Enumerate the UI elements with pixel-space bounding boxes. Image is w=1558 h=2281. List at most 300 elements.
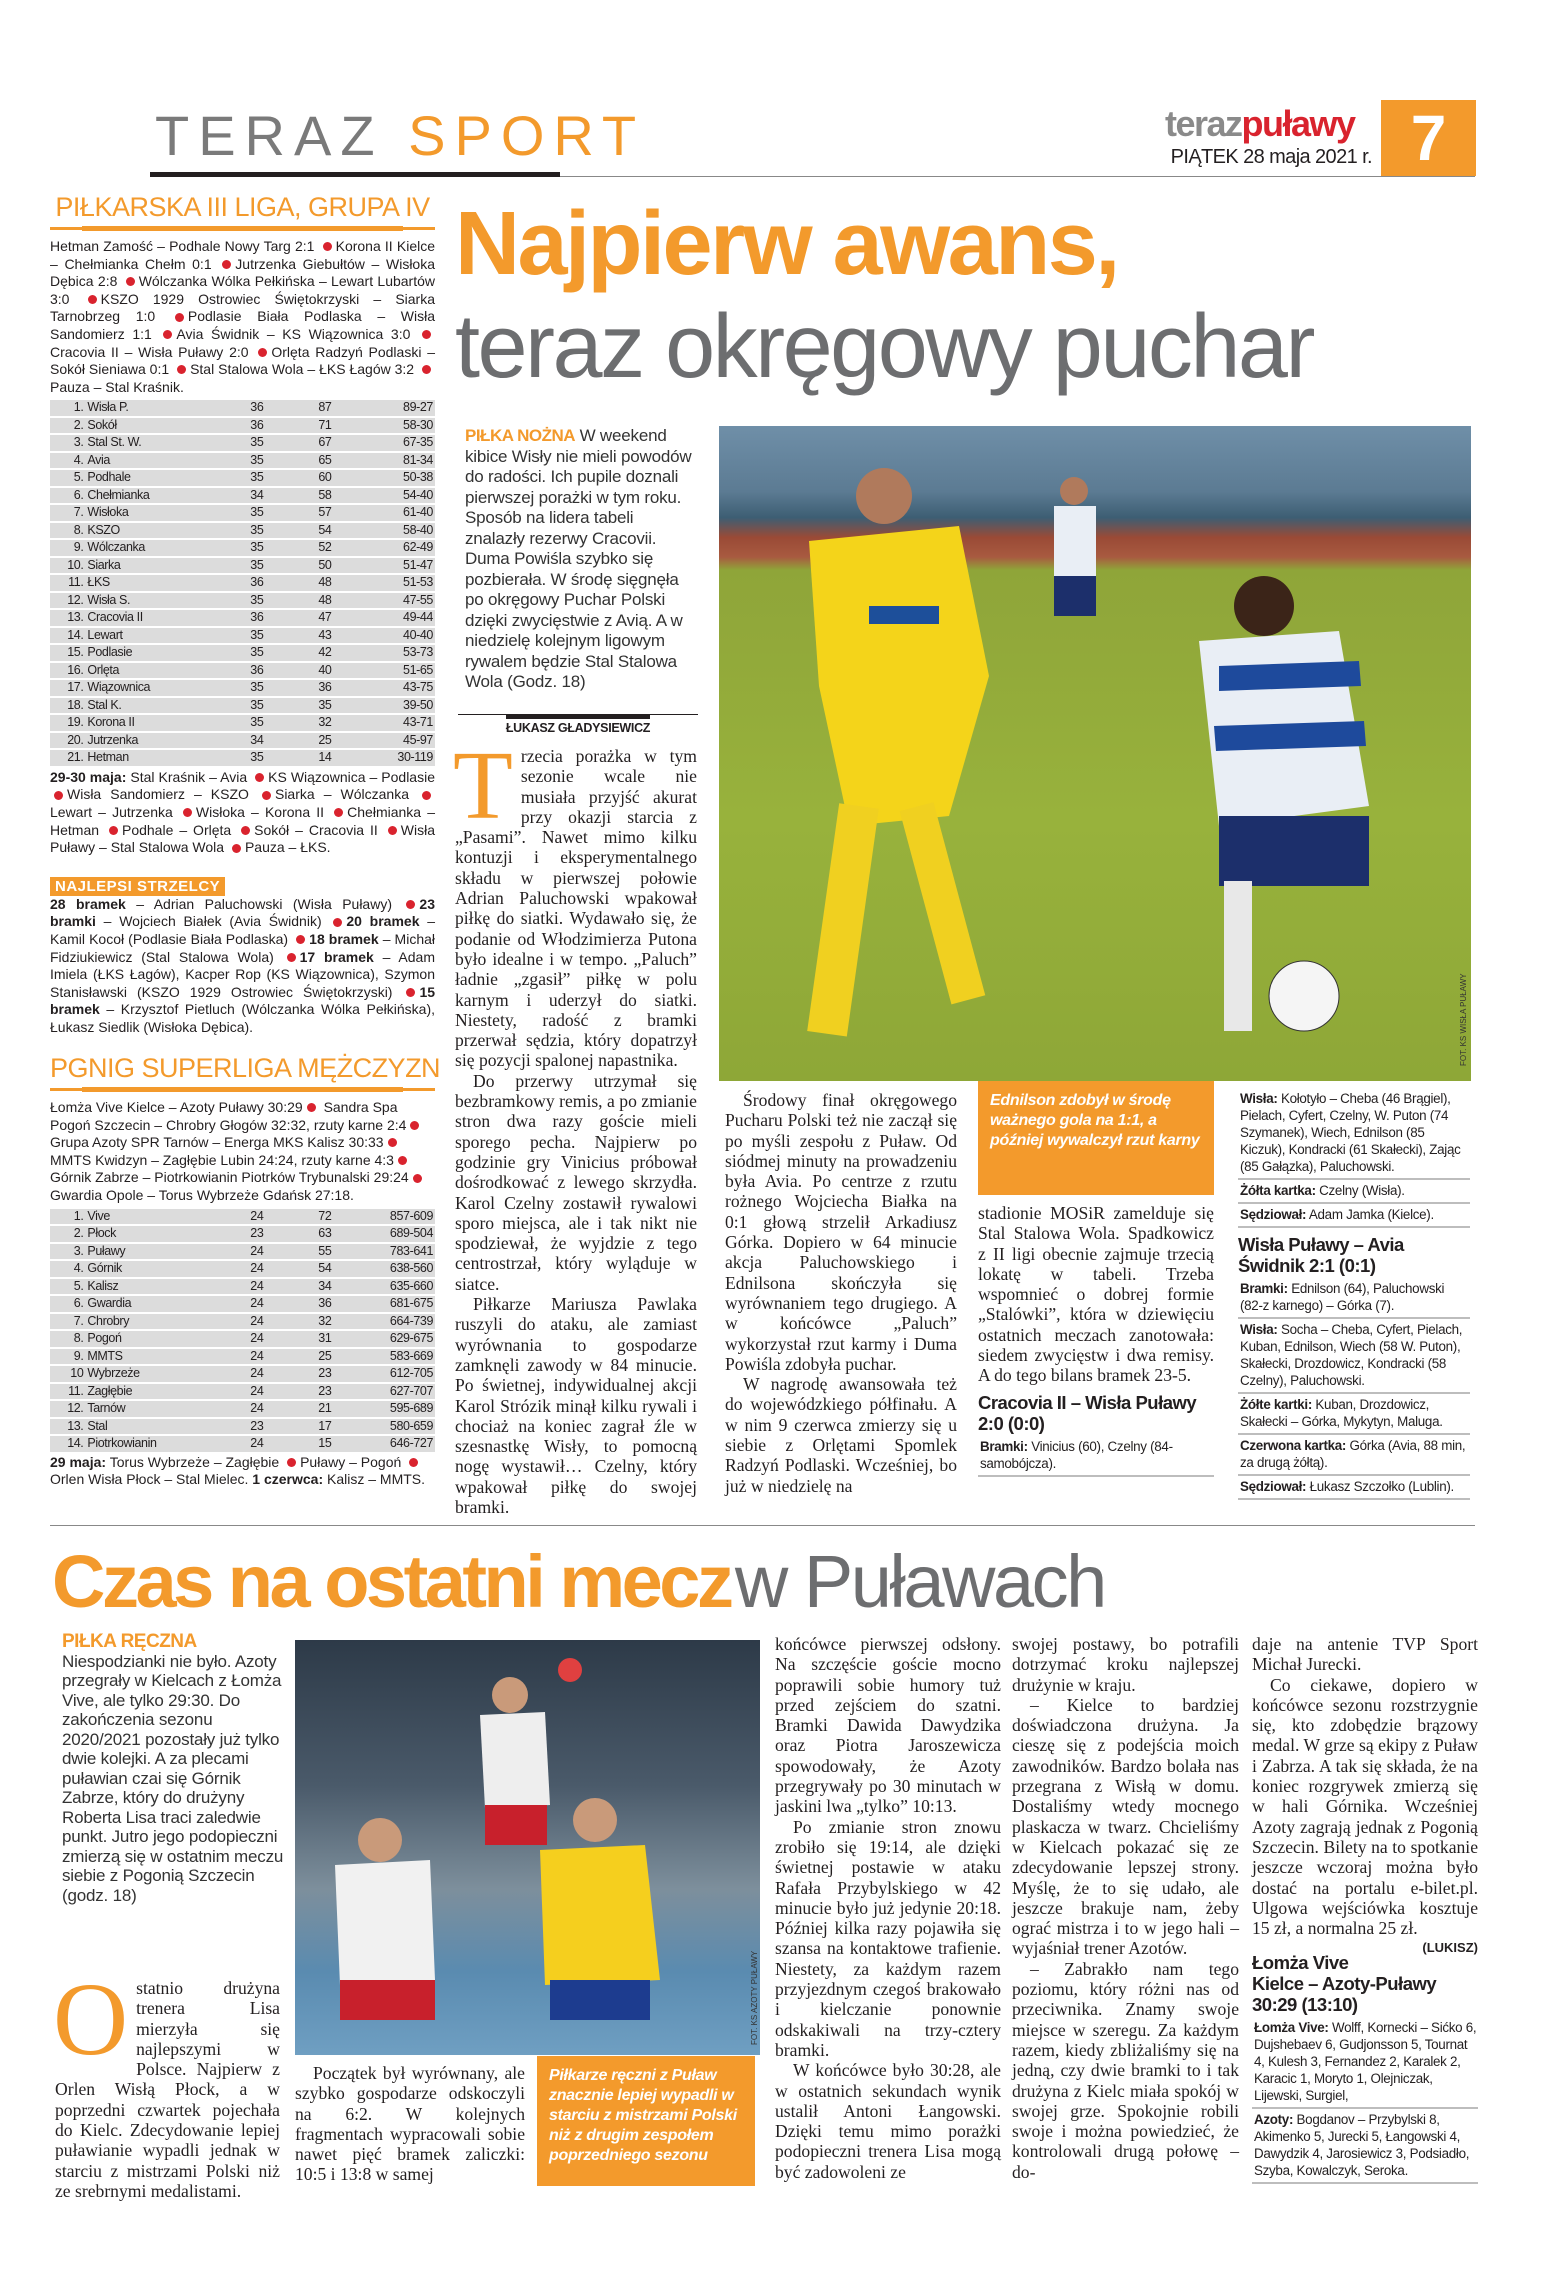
bullet-dot	[388, 826, 397, 835]
rank-cell: 7.	[50, 1314, 85, 1330]
scorer-names: – Adam Imiela (ŁKS Łagów), Kacper Rop (KS Wiązownica), Szymon Stanisławski (KSZO 1929 Ostrowiec Świętokrzyski)	[50, 948, 436, 1000]
stats-row	[1252, 2017, 1478, 2109]
rank-cell: 21.	[50, 750, 85, 766]
table-row	[50, 418, 435, 434]
stats-label: Bramki:	[980, 1438, 1028, 1454]
article2-para-5: W końcówce było 30:28, ale w ostatnich sekundach wynik ustalił Antoni Łangowski. Dzięki temu mimo porażki podopieczni trenera Lisa mogą być zadowoleni ze	[775, 2060, 1001, 2182]
scorers-title: NAJLEPSI STRZELCY	[50, 877, 225, 896]
bullet-dot	[333, 918, 342, 927]
team-cell: Pogoń	[85, 1331, 222, 1347]
bullet-dot	[388, 1138, 397, 1147]
played-cell: 24	[223, 1401, 291, 1417]
article2-lead	[62, 1632, 284, 1905]
stats-text: Vinicius (60), Czelny (84-samobójcza).	[980, 1438, 1173, 1471]
rank-cell: 4.	[50, 1261, 85, 1277]
points-cell: 58	[291, 488, 359, 504]
superliga-table	[50, 1207, 435, 1454]
bullet-dot	[287, 1458, 296, 1467]
goals-cell: 583-669	[359, 1349, 435, 1365]
rank-cell: 16.	[50, 663, 85, 679]
team-cell: Chełmianka	[85, 488, 222, 504]
round-date: 29 maja:	[50, 1453, 107, 1470]
match-report-cracovia	[978, 1392, 1214, 1477]
rank-cell: 9.	[50, 1349, 85, 1365]
photo-credit: FOT. KS AZOTY PUŁAWY	[750, 1950, 759, 2045]
stats-row	[1252, 2109, 1478, 2184]
team-cell: Puławy	[85, 1244, 222, 1260]
points-cell: 50	[291, 558, 359, 574]
table-row	[50, 575, 435, 591]
article1-headline-main: Najpierw awans,	[455, 194, 1118, 294]
stats-text: Kołotyło – Cheba (46 Brągiel), Pielach, Cyfert, Czelny, W. Puton (74 Szymanek), Wiech, Ednilson (85 Kiczuk), Kondracki (61 Skałecki), Zając (85 Gałązka), Paluchowski.	[1240, 1091, 1461, 1174]
rank-cell: 13.	[50, 1419, 85, 1435]
table-row	[50, 400, 435, 416]
list-item: Podhale – Orlęta	[121, 821, 232, 838]
round-date: 1 czerwca:	[252, 1471, 324, 1488]
list-item: Wólczanka Wólka Pełkińska – Lewart Lubartów 3:0	[50, 273, 435, 307]
list-item: Chełmianka – Hetman	[50, 804, 435, 838]
played-cell: 34	[223, 733, 291, 749]
played-cell: 35	[223, 470, 291, 486]
played-cell: 35	[223, 540, 291, 556]
match-title: Cracovia II – Wisła Puławy 2:0 (0:0)	[978, 1391, 1197, 1434]
table-row	[50, 593, 435, 609]
bullet-dot	[287, 953, 296, 962]
stats-text: Wolff, Kornecki – Sićko 6, Dujshebaev 6, Gudjonsson 5, Tournat 4, Kulesh 3, Fernandez 2, Karalek 2, Karacic 1, Moryto 1, Olejniczak, Lijewski, Surgiel,	[1254, 2020, 1477, 2104]
played-cell: 24	[223, 1261, 291, 1277]
bullet-dot	[163, 330, 172, 339]
rank-cell: 11.	[50, 1384, 85, 1400]
played-cell: 35	[223, 453, 291, 469]
liga3-title: PIŁKARSKA III LIGA, GRUPA IV	[55, 192, 430, 222]
points-cell: 48	[291, 593, 359, 609]
team-cell: Wólczanka	[85, 540, 222, 556]
goals-cell: 54-40	[359, 488, 435, 504]
points-cell: 87	[291, 400, 359, 416]
table-row	[50, 1226, 435, 1242]
table-row	[50, 1261, 435, 1277]
list-item: Jutrzenka Giebułtów – Wisłoka Dębica 2:8	[50, 255, 436, 290]
played-cell: 24	[223, 1244, 291, 1260]
table-row	[50, 715, 435, 731]
team-cell: Chrobry	[85, 1314, 222, 1330]
team-cell: Cracovia II	[85, 610, 222, 626]
rank-cell: 1.	[50, 400, 85, 416]
scorer-goals: 28 bramek	[50, 895, 126, 912]
played-cell: 24	[223, 1279, 291, 1295]
stats-row	[1238, 1204, 1470, 1228]
scorer-names: – Kamil Kocoł (Podlasie Biała Podlaska)	[50, 913, 436, 947]
match-report-handball	[1252, 1952, 1478, 2184]
rank-cell: 6.	[50, 1296, 85, 1312]
article2-para-3: końcówce pierwszej odsłony. Na szczęście goście mocno poprawili sobie humory tuż przed zejściem do szatni. Bramki Dawida Dawydzika oraz Piotra Jaroszewicza spowodowały, że Azoty przegrywały po 30 minutach w jaskini lwa „tylko” 10:13.	[775, 1634, 1001, 1817]
rank-cell: 11.	[50, 575, 85, 591]
bullet-dot	[109, 826, 118, 835]
team-cell: Wisła P.	[85, 400, 222, 416]
team-cell: Korona II	[85, 715, 222, 731]
stats-row	[1238, 1319, 1470, 1394]
article2-lead-text: Niespodzianki nie było. Azoty przegrały w Kielcach z Łomża Vive, ale tylko 29:30. Do zakończenia sezonu 2020/2021 pozostały już tylko dwie kolejki. A za plecami puławian czai się Górnik Zabrze, który do drużyny Roberta Lisa traci zaledwie punkt. Jutro jego podopieczni zmierzą się w ostatnim meczu siebie z Pogonią Szczecin (godz. 18)	[62, 1651, 284, 1905]
played-cell: 36	[223, 418, 291, 434]
rank-cell: 8.	[50, 1331, 85, 1347]
stats-row	[1238, 1476, 1470, 1500]
result-item: Górnik Zabrze – Piotrkowianin Piotrków Trybunalski 29:24	[50, 1169, 409, 1186]
team-cell: Jutrzenka	[85, 733, 222, 749]
team-cell: MMTS	[85, 1349, 222, 1365]
article1-para-1	[453, 732, 697, 1071]
played-cell: 36	[223, 663, 291, 679]
bullet-dot	[406, 988, 415, 997]
rank-cell: 13.	[50, 610, 85, 626]
logo-teraz: teraz	[1165, 103, 1242, 144]
played-cell: 24	[223, 1349, 291, 1365]
list-item: Stal Kraśnik – Avia	[130, 768, 248, 785]
goals-cell: 595-689	[359, 1401, 435, 1417]
team-cell: Wybrzeże	[85, 1366, 222, 1382]
rank-cell: 17.	[50, 680, 85, 696]
result-item: MMTS Kwidzyn – Zagłębie Lubin 24:24, rzuty karne 4:3	[50, 1151, 394, 1168]
article1-para-2: Do przerwy utrzymał się bezbramkowy remis, a po zmianie stron dwa razy goście mieli sporego pecha. Najpierw po godzinie gry Vinicius próbował dośrodkować z lewego skrzydła. Karol Czelny zostawił rywalowi sporo miejsca, ale i tak nikt nie spodziewał, że wyjdzie z tego centrostrzał, który wyląduje w siatce.	[455, 1070, 697, 1294]
played-cell: 23	[223, 1419, 291, 1435]
table-row	[50, 628, 435, 644]
played-cell: 35	[223, 523, 291, 539]
table-row	[50, 505, 435, 521]
photo-credit: FOT. KS WISŁA PUŁAWY	[1459, 973, 1468, 1066]
points-cell: 48	[291, 575, 359, 591]
points-cell: 52	[291, 540, 359, 556]
rank-cell: 14.	[50, 628, 85, 644]
stats-label: Żółte kartki:	[1240, 1397, 1312, 1412]
goals-cell: 89-27	[359, 400, 435, 416]
played-cell: 34	[223, 488, 291, 504]
football-photo	[719, 426, 1471, 1081]
goals-cell: 638-560	[359, 1261, 435, 1277]
goals-cell: 58-30	[359, 418, 435, 434]
played-cell: 36	[223, 400, 291, 416]
stats-row	[1238, 1394, 1470, 1435]
table-row	[50, 1401, 435, 1417]
played-cell: 24	[223, 1209, 291, 1225]
points-cell: 54	[291, 1261, 359, 1277]
article2-headline-main: Czas na ostatni mecz	[52, 1540, 731, 1623]
rank-cell: 6.	[50, 488, 85, 504]
stats-text: Kuban, Drozdowicz, Skałecki – Górka, Mykytyn, Maluga.	[1240, 1397, 1443, 1429]
table-row	[50, 488, 435, 504]
team-cell: ŁKS	[85, 575, 222, 591]
goals-cell: 30-119	[359, 750, 435, 766]
goals-cell: 857-609	[359, 1209, 435, 1225]
match-report-avia	[1238, 1234, 1470, 1500]
liga3-next-label: 29-30 maja:	[50, 768, 127, 785]
played-cell: 36	[223, 575, 291, 591]
article2-para-9: daje na antenie TVP Sport Michał Jurecki.	[1252, 1634, 1478, 1675]
bullet-dot	[398, 1156, 407, 1165]
rank-cell: 9.	[50, 540, 85, 556]
goals-cell: 39-50	[359, 698, 435, 714]
table-row	[50, 1419, 435, 1435]
played-cell: 24	[223, 1384, 291, 1400]
table-row	[50, 750, 435, 766]
table-row	[50, 1436, 435, 1452]
points-cell: 40	[291, 663, 359, 679]
points-cell: 67	[291, 435, 359, 451]
team-cell: Podlasie	[85, 645, 222, 661]
bullet-dot	[222, 260, 231, 269]
points-cell: 63	[291, 1226, 359, 1242]
team-cell: Kalisz	[85, 1279, 222, 1295]
list-item: Lewart – Jutrzenka	[50, 804, 173, 821]
article1-para-4: Środowy finał okręgowego Pucharu Polski też nie zaczął się po myśli zespołu z Puław. Od siódmej minuty na prowadzeniu była Avia. Po centrze z rzutu rożnego Wojciecha Białka na 0:1 głową strzelił Arkadiusz Górka. Dopiero w 64 minucie akcja Paluchowskiego i Ednilsona skończyła się wyrównaniem tego drugiego. A w końcówce „Paluch” wykorzystał rzut karmy i Duma Powiśla zdobyła puchar.	[725, 1090, 957, 1374]
scorer-names: – Michał Fidziukiewicz (Stal Stalowa Wola)	[50, 931, 435, 965]
table-row	[50, 1296, 435, 1312]
match-report-cracovia-cont	[1238, 1088, 1470, 1228]
points-cell: 31	[291, 1331, 359, 1347]
points-cell: 25	[291, 1349, 359, 1365]
goals-cell: 629-675	[359, 1331, 435, 1347]
points-cell: 15	[291, 1436, 359, 1452]
article1-col4	[1238, 1088, 1470, 1500]
points-cell: 43	[291, 628, 359, 644]
scorer-goals: 18 bramek	[309, 931, 379, 947]
result-item: Łomża Vive Kielce – Azoty Puławy 30:29	[50, 1099, 303, 1115]
article1-kicker: PIŁKA NOŻNA	[465, 426, 576, 445]
team-cell: Podhale	[85, 470, 222, 486]
table-row	[50, 1349, 435, 1365]
goals-cell: 45-97	[359, 733, 435, 749]
points-cell: 21	[291, 1401, 359, 1417]
bullet-dot	[183, 808, 192, 817]
goals-cell: 50-38	[359, 470, 435, 486]
player-yellow	[807, 468, 989, 1037]
goals-cell: 646-727	[359, 1436, 435, 1452]
page-number-text: 7	[1410, 102, 1447, 174]
table-row	[50, 610, 435, 626]
team-cell: Górnik	[85, 1261, 222, 1277]
points-cell: 71	[291, 418, 359, 434]
goals-cell: 51-47	[359, 558, 435, 574]
team-cell: Wisła S.	[85, 593, 222, 609]
rank-cell: 8.	[50, 523, 85, 539]
stats-row	[978, 1436, 1214, 1477]
match-title: Łomża Vive Kielce – Azoty-Puławy 30:29 (13:10)	[1252, 1952, 1437, 2016]
list-item: KS Wiązownica – Podlasie	[268, 768, 435, 785]
handball-photo	[295, 1640, 760, 2055]
table-row	[50, 558, 435, 574]
list-item: Wisła Puławy – Stal Stalowa Wola	[50, 821, 436, 856]
goals-cell: 49-44	[359, 610, 435, 626]
bullet-dot	[422, 330, 431, 339]
played-cell: 35	[223, 698, 291, 714]
article2-para-7: – Kielce to bardziej doświadczona drużyna. Ja cieszę się z podejścia moich zawodników. Bardzo bolała nas przegrana z Wisłą w domu. Dostaliśmy wtedy mocnego plaskacza w twarz. Chcieliśmy w Kielcach pokazać się ze zdecydowanie lepszej strony. Myślę, że to się udało, ale jeszcze brakuje nam, żeby ograć mistrza i to w jego hali – wyjaśniał trener Azotów.	[1012, 1694, 1239, 1959]
rank-cell: 3.	[50, 1244, 85, 1260]
player-azoty	[540, 1798, 660, 2020]
para-text: Co ciekawe, dopiero w końcówce sezonu rozstrzygnie się, kto zdobędzie brązowy medal. W grze są ekipy z Puław i Zabrza. A tak się składa, że na koniec rozgrywek zmierzą się w hali Górnika. Wcześniej Azoty zagrają jednak z Pogonią Szczecin. Bilety na to spotkanie jeszcze wczoraj można było dostać na portalu e-bilet.pl. Ulgowa wejściówka kosztuje 15 zł, a normalna 25 zł.	[1252, 1674, 1478, 1939]
team-cell: Vive	[85, 1209, 222, 1225]
goals-cell: 783-641	[359, 1244, 435, 1260]
table-row	[50, 1384, 435, 1400]
stats-text: Czelny (Wisła).	[1319, 1183, 1405, 1198]
list-item: Avia Świdnik – KS Wiązownica 3:0	[176, 325, 411, 342]
played-cell: 24	[223, 1366, 291, 1382]
scorer-names: – Wojciech Białek (Avia Świdnik)	[103, 913, 322, 930]
team-cell: Wiązownica	[85, 680, 222, 696]
match-title: Wisła Puławy – Avia Świdnik 2:1 (0:1)	[1238, 1234, 1404, 1276]
section-title-underline	[150, 172, 560, 177]
article1-col2	[725, 1090, 957, 1496]
rank-cell: 10.	[50, 558, 85, 574]
scorer-goals: 17 bramek	[299, 948, 374, 965]
player-kielce	[335, 1818, 435, 2020]
table-row	[50, 1331, 435, 1347]
list-item: Hetman Zamość – Podhale Nowy Targ 2:1	[50, 238, 315, 254]
fixture: Torus Wybrzeże – Zagłębie	[109, 1453, 280, 1470]
player-background	[1054, 477, 1096, 616]
article1-para-6: stadionie MOSiR zamelduje się Stal Stalowa Wola. Spadkowicz z II ligi obecnie zajmuje trzecią lokatę w tabeli. Trzeba wspomnieć o dobrej formie „Stalówki”, która w dziewięciu ostatnich meczach zanotowała: siedem zwycięstw i dwa remisy. A do tego bilans bramek 23-5.	[978, 1203, 1214, 1386]
goals-cell: 681-675	[359, 1296, 435, 1312]
bullet-dot	[409, 1458, 418, 1467]
bullet-dot	[406, 900, 415, 909]
handball-photo-scene	[295, 1640, 760, 2055]
goals-cell: 62-49	[359, 540, 435, 556]
bullet-dot	[241, 826, 250, 835]
handball-ball	[558, 1658, 582, 1682]
points-cell: 55	[291, 1244, 359, 1260]
logo-pulawy: puławy	[1241, 103, 1355, 144]
goals-cell: 43-75	[359, 680, 435, 696]
liga3-next-round	[50, 769, 435, 857]
goals-cell: 580-659	[359, 1419, 435, 1435]
article2-col5	[1252, 1634, 1478, 2184]
rank-cell: 19.	[50, 715, 85, 731]
result-item: Sandra Spa Pogoń Szczecin – Chrobry Głogów 32:32, rzuty karne 2:4	[50, 1099, 407, 1133]
stats-row	[1238, 1435, 1470, 1476]
article1-col3	[978, 1203, 1214, 1477]
section-title-teraz: TERAZ	[155, 104, 384, 167]
team-cell: Płock	[85, 1226, 222, 1242]
goals-cell: 58-40	[359, 523, 435, 539]
rank-cell: 5.	[50, 1279, 85, 1295]
rank-cell: 12.	[50, 593, 85, 609]
team-cell: Stal K.	[85, 698, 222, 714]
points-cell: 23	[291, 1384, 359, 1400]
liga3-table	[50, 398, 435, 768]
goals-cell: 51-53	[359, 575, 435, 591]
caption-text: Ednilson zdobył w środę ważnego gola na 1:1, a później wywalczył rzut karny	[990, 1092, 1200, 1149]
team-cell: Hetman	[85, 750, 222, 766]
stats-row	[1238, 1278, 1470, 1319]
stats-text: Górka (Avia, 88 min, za drugą żółtą).	[1240, 1438, 1466, 1470]
scorer-goals: 15 bramek	[50, 983, 436, 1018]
points-cell: 72	[291, 1209, 359, 1225]
fixture: Kalisz – MMTS.	[327, 1471, 426, 1488]
article2-col1	[53, 1962, 280, 2201]
para-text: statnio drużyna trenera Lisa mierzyła się najlepszymi w Polsce. Najpierw z Orlen Wisłą Płock, a w poprzedni czwartek pojechała do Kielc. Zdecydowanie lepiej puławianie wypadli jednak w starciu z mistrzami Polski niż ze srebrnymi medalistami.	[55, 1978, 280, 2201]
football-photo-scene	[719, 426, 1471, 1081]
scorer-names: – Adrian Paluchowski (Wisła Puławy)	[136, 895, 392, 912]
publication-logo	[1165, 104, 1355, 144]
liga3-rule	[50, 227, 435, 230]
points-cell: 17	[291, 1419, 359, 1435]
list-item: Pauza – ŁKS.	[244, 839, 331, 856]
table-row	[50, 540, 435, 556]
article2-para-6: swojej postawy, bo potrafili dotrzymać kroku najlepszej drużynie w kraju.	[1012, 1634, 1239, 1695]
article1-headline-sub: teraz okręgowy puchar	[455, 297, 1313, 397]
stats-label: Żółta kartka:	[1240, 1183, 1316, 1198]
played-cell: 35	[223, 715, 291, 731]
stats-text: Łukasz Szczołko (Lublin).	[1309, 1479, 1454, 1494]
article1-para-5: W nagrodę awansowała też do wojewódzkiego półfinału. A w nim 9 czerwca zmierzy się u siebie z Orlętami Spomlek Radzyń Podlaski. Wcześniej, bo już w niedzielę na	[725, 1374, 957, 1496]
goals-cell: 43-71	[359, 715, 435, 731]
points-cell: 14	[291, 750, 359, 766]
team-cell: Avia	[85, 453, 222, 469]
played-cell: 35	[223, 558, 291, 574]
points-cell: 34	[291, 1279, 359, 1295]
table-row	[50, 1314, 435, 1330]
table-row	[50, 1279, 435, 1295]
stats-label: Sędziował:	[1240, 1479, 1307, 1494]
article2-para-10	[1252, 1674, 1478, 1956]
team-cell: Wisłoka	[85, 505, 222, 521]
goals-cell: 51-65	[359, 663, 435, 679]
scorers-list	[50, 896, 435, 1037]
fixture: Orlen Wisła Płock – Stal Mielec.	[50, 1471, 249, 1488]
list-item: Orlęta Radzyń Podlaski – Sokół Sieniawa 0:1	[50, 343, 436, 378]
article2-para-4: Po zmianie stron znowu zrobiło się 19:14, ale dzięki świetnej postawie w ataku Rafała Przybylskiego w 42 minucie było już jedynie 20:18. Później kilka razy pojawiła się szansa na kontaktowe trafienie. Niestety, za każdym razem przyjezdnym czegoś brakowało i kielczanie ponownie odskakiwali na trzy-cztery bramki.	[775, 1816, 1001, 2060]
rank-cell: 5.	[50, 470, 85, 486]
team-cell: Piotrkowianin	[85, 1436, 222, 1452]
team-cell: Sokół	[85, 418, 222, 434]
table-row	[50, 1366, 435, 1382]
stats-text: Socha – Cheba, Cyfert, Pielach, Kuban, Ednilson, Wiech (58 W. Puton), Skałecki, Drozdowicz, Kondracki (58 Czelny), Paluchowski.	[1240, 1322, 1463, 1388]
points-cell: 47	[291, 610, 359, 626]
article1-col1	[453, 732, 697, 1517]
liga3-results	[50, 238, 435, 396]
result-item: Gwardia Opole – Torus Wybrzeże Gdańsk 27:18.	[50, 1186, 354, 1203]
rank-cell: 2.	[50, 418, 85, 434]
article2-para-8: – Zabrakło nam tego poziomu, który różni nas od przeciwnika. Znamy swoje miejsce w szeregu. Za każdym razem, kiedy zbliżaliśmy się na jedną, czy dwie bramki to i tak drużyna z Kielc miała spokój w swojej grze. Spokojnie robili swoje i można powiedzieć, że kontrolowali drugą połowę – do-	[1012, 1958, 1239, 2182]
article2-para-1	[53, 1962, 280, 2201]
goals-cell: 81-34	[359, 453, 435, 469]
bullet-dot	[255, 773, 264, 782]
goals-cell: 53-73	[359, 645, 435, 661]
rank-cell: 7.	[50, 505, 85, 521]
table-row	[50, 733, 435, 749]
goals-cell: 47-55	[359, 593, 435, 609]
table-row	[50, 663, 435, 679]
team-cell: Orlęta	[85, 663, 222, 679]
points-cell: 42	[291, 645, 359, 661]
rank-cell: 20.	[50, 733, 85, 749]
played-cell: 24	[223, 1331, 291, 1347]
table-row	[50, 645, 435, 661]
table-row	[50, 1244, 435, 1260]
list-item: Cracovia II – Wisła Puławy 2:0	[50, 343, 249, 360]
team-cell: Gwardia	[85, 1296, 222, 1312]
superliga-next-round	[50, 1454, 435, 1489]
list-item: Stal Stalowa Wola – ŁKS Łagów 3:2	[190, 361, 415, 378]
table-row	[50, 698, 435, 714]
article2-photo-caption	[537, 2056, 755, 2186]
goals-cell: 689-504	[359, 1226, 435, 1242]
article2-kicker: PIŁKA RĘCZNA	[62, 1631, 197, 1652]
stats-label: Łomża Vive:	[1254, 2020, 1329, 2036]
bullet-dot	[323, 242, 332, 251]
article1-lead	[465, 426, 697, 693]
rank-cell: 12.	[50, 1401, 85, 1417]
issue-date: PIĄTEK 28 maja 2021 r.	[1170, 146, 1372, 168]
drop-cap: O	[53, 1962, 129, 2077]
played-cell: 35	[223, 505, 291, 521]
